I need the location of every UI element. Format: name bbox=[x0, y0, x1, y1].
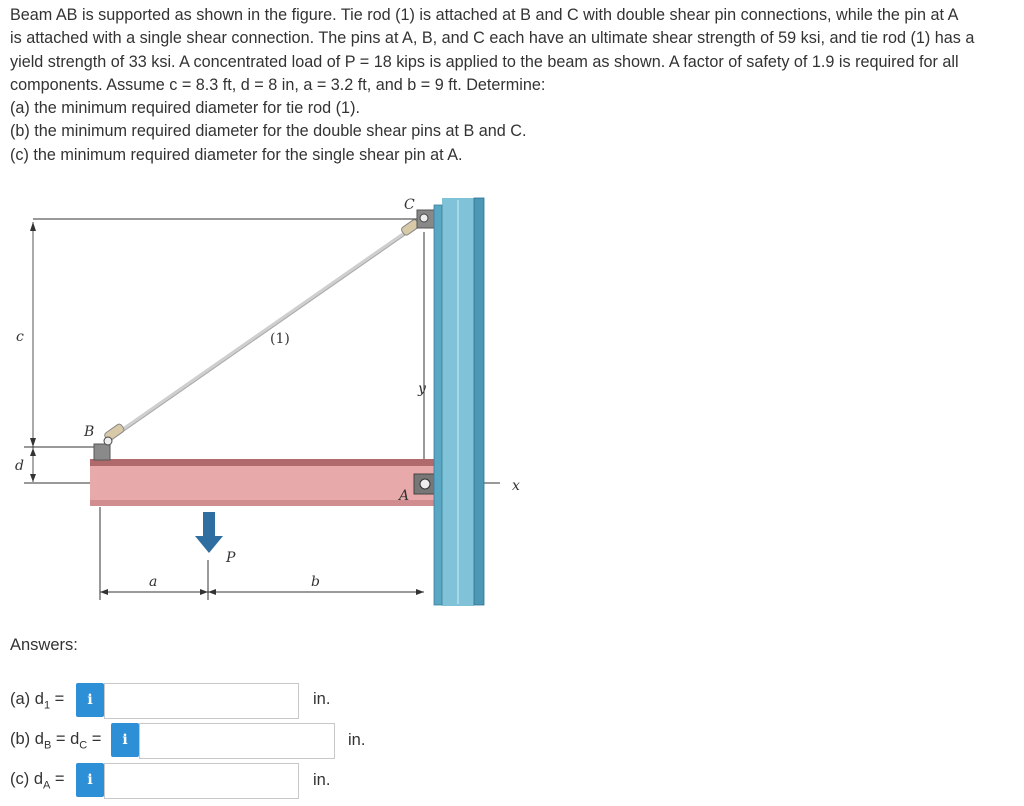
dim-arrow bbox=[416, 589, 424, 595]
answer-label-b: (b) $d_B = d_C$ = bbox=[10, 730, 102, 752]
pin-c bbox=[420, 214, 428, 222]
answer-input-da[interactable] bbox=[104, 763, 299, 799]
problem-line: components. Assume c = 8.3 ft, d = 8 in, a = 3.2 ft, and b = 9 ft. Determine: bbox=[10, 75, 546, 94]
beam-figure bbox=[0, 180, 560, 615]
point-c-label: C bbox=[404, 197, 415, 213]
pin-a bbox=[420, 479, 430, 489]
y-axis-label: y bbox=[418, 381, 426, 397]
dim-label-d: d bbox=[15, 458, 24, 474]
dim-arrow bbox=[30, 438, 36, 447]
dim-arrow bbox=[30, 222, 36, 231]
x-axis-label: x bbox=[512, 478, 520, 494]
problem-line: (b) the minimum required diameter for the double shear pins at B and C. bbox=[10, 122, 527, 141]
problem-line: (a) the minimum required diameter for tie rod (1). bbox=[10, 99, 360, 118]
dim-arrow bbox=[30, 448, 36, 456]
unit-label: in. bbox=[348, 731, 366, 749]
dim-arrow bbox=[208, 589, 216, 595]
info-button[interactable]: i bbox=[111, 723, 139, 757]
load-arrow-shaft bbox=[203, 512, 215, 538]
problem-line: (c) the minimum required diameter for the single shear pin at A. bbox=[10, 145, 463, 164]
column-flange-left bbox=[434, 205, 442, 605]
dim-label-c: c bbox=[16, 329, 24, 345]
load-label: P bbox=[226, 550, 236, 566]
beam-top-flange bbox=[90, 459, 434, 466]
dim-arrow bbox=[30, 474, 36, 482]
point-a-label: A bbox=[399, 488, 410, 504]
info-button[interactable]: i bbox=[76, 763, 104, 797]
dim-arrow bbox=[100, 589, 108, 595]
beam-bottom-flange bbox=[90, 500, 434, 506]
unit-label: in. bbox=[313, 690, 331, 708]
answer-input-d1[interactable] bbox=[104, 683, 299, 719]
bracket-b bbox=[94, 444, 110, 460]
answers-heading: Answers: bbox=[10, 636, 78, 654]
problem-statement bbox=[10, 4, 1015, 167]
unit-label: in. bbox=[313, 771, 331, 789]
load-arrow-head bbox=[195, 536, 223, 553]
point-b-label: B bbox=[84, 424, 95, 440]
tie-rod-label: (1) bbox=[270, 331, 290, 347]
column-flange-right bbox=[474, 198, 484, 605]
dim-arrow bbox=[200, 589, 208, 595]
dim-label-b: b bbox=[311, 574, 320, 590]
dim-label-a: a bbox=[149, 574, 158, 590]
answer-label-c: (c) $d_A$ = bbox=[10, 770, 65, 792]
problem-line: yield strength of 33 ksi. A concentrated load of P = 18 kips is applied to the beam as shown. A factor of safety of 1.9 is required for all bbox=[10, 52, 959, 71]
pin-b bbox=[104, 437, 112, 445]
answer-label-a: (a) $d_1$ = bbox=[10, 690, 65, 712]
beam-ab bbox=[90, 460, 434, 506]
tie-rod-shade bbox=[108, 226, 418, 442]
problem-line: Beam AB is supported as shown in the figure. Tie rod (1) is attached at B and C with double shear pin connections, while the pin at A bbox=[10, 6, 959, 24]
answer-input-dbc[interactable] bbox=[139, 723, 335, 759]
info-button[interactable]: i bbox=[76, 683, 104, 717]
problem-line: is attached with a single shear connection. The pins at A, B, and C each have an ultimate shear strength of 59 ksi, and tie rod (1) has a bbox=[10, 29, 975, 48]
tie-rod bbox=[108, 224, 418, 440]
